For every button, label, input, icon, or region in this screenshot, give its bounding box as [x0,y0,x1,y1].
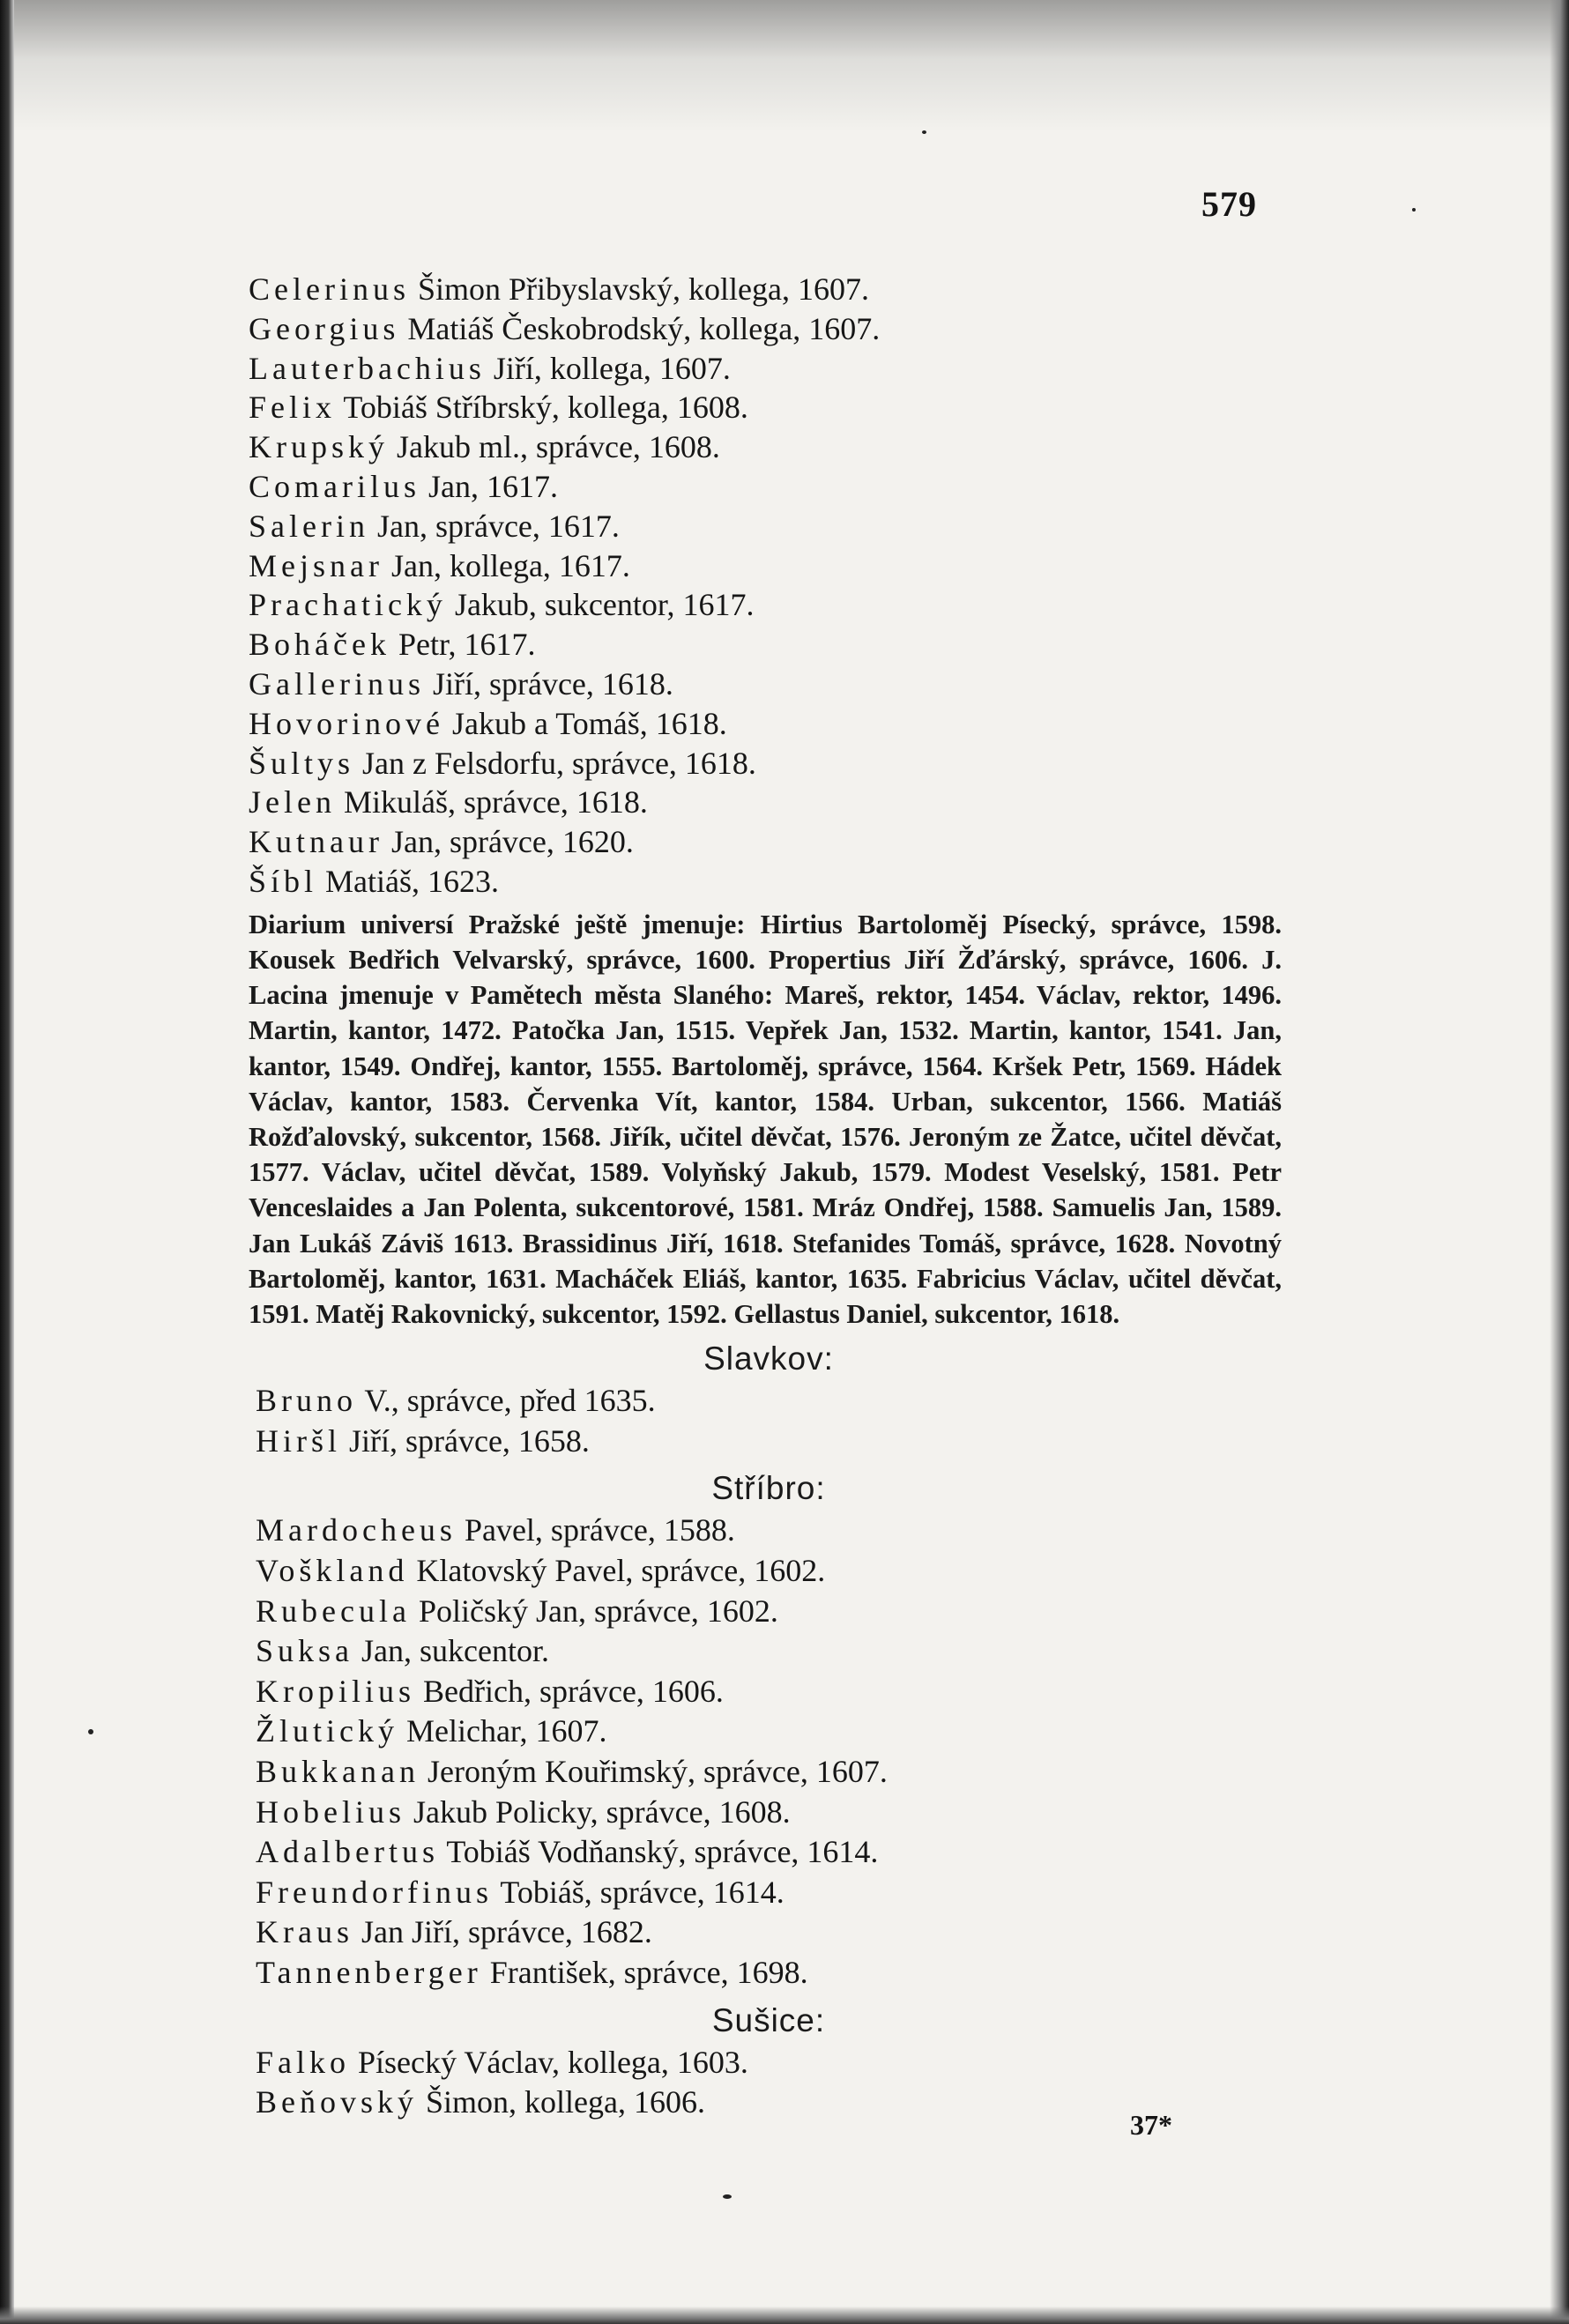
entry-details: Jan, sukcentor. [361,1633,549,1669]
entry-line [249,507,1289,546]
page-number: 579 [1201,184,1257,224]
entry-details: V., správce, před 1635. [364,1383,656,1419]
entry-details: Šimon Přibyslavský, kollega, 1607. [417,271,869,307]
entry-surname: Freundorfinus [256,1874,493,1910]
top-scan-shadow [14,0,1569,132]
entry-details: Jan, 1617. [428,468,558,504]
entry-line [249,744,1289,783]
entry-details: Jan, kollega, 1617. [390,547,630,583]
entry-line [249,467,1289,507]
entry-details: Klatovský Pavel, správce, 1602. [416,1552,826,1588]
scan-speck [1412,208,1416,212]
entry-line [256,1953,1289,1994]
entry-details: Jeroným Kouřimský, správce, 1607. [427,1753,888,1789]
entry-details: Jan Jiří, správce, 1682. [361,1914,652,1950]
entry-details: Šimon, kollega, 1606. [426,2084,705,2120]
entry-surname: Voškland [256,1552,409,1588]
entry-line [256,1422,1289,1462]
entry-surname: Jelen [249,784,336,820]
entry-line [249,427,1289,467]
entry-details: Matiáš, 1623. [325,863,500,899]
entry-surname: Suksa [256,1633,354,1669]
entry-line [256,1873,1289,1913]
entry-line [256,1592,1289,1632]
entry-surname: Comarilus [249,468,420,504]
entry-details: Jan, správce, 1617. [376,508,620,544]
entry-details: Jan z Felsdorfu, správce, 1618. [362,745,756,781]
entry-line [256,1672,1289,1712]
entry-details: Jiří, správce, 1618. [432,665,673,702]
entry-surname: Šíbl [249,863,318,899]
entry-line [249,388,1289,427]
section-entry-list [249,1511,1289,1993]
entry-line [256,2043,1289,2083]
entry-surname: Beňovský [256,2084,418,2120]
entry-surname: Felix [249,390,337,426]
entry-details: Jakub, sukcentor, 1617. [454,587,755,623]
entry-surname: Salerin [249,508,369,544]
entry-line [249,309,1289,349]
entry-surname: Kraus [256,1914,353,1950]
entry-line [249,704,1289,744]
entry-surname: Žlutický [256,1713,398,1749]
entry-line [256,1912,1289,1953]
entry-surname: Falko [256,2044,351,2080]
entry-surname: Prachatický [249,587,447,623]
section-heading: Stříbro: [711,1470,826,1507]
entry-surname: Kutnaur [249,824,383,860]
entry-line [249,862,1289,902]
entry-details: Melichar, 1607. [405,1713,607,1749]
entry-details: Jakub ml., správce, 1608. [397,429,720,465]
entry-details: Mikuláš, správce, 1618. [343,784,648,820]
entry-details: František, správce, 1698. [489,1954,808,1990]
bottom-page-edge [0,2306,1569,2324]
entry-surname: Gallerinus [249,665,425,702]
entry-line [249,783,1289,822]
entry-line [256,1631,1289,1672]
entry-surname: Hovorinové [249,705,444,741]
entry-details: Jan, správce, 1620. [390,824,634,860]
entry-surname: Mardocheus [256,1512,457,1548]
entry-line [256,1551,1289,1592]
entry-line [256,1381,1289,1422]
entry-surname: Bukkanan [256,1753,420,1789]
section-entry-list [249,1381,1289,1461]
main-entry-list [249,270,1289,902]
entry-surname: Lauterbachius [249,350,486,386]
entry-details: Matiáš Českobrodský, kollega, 1607. [407,310,881,346]
entry-details: Poličský Jan, správce, 1602. [418,1593,778,1629]
entry-line [249,270,1289,309]
entry-details: Jiří, správce, 1658. [349,1422,590,1459]
entry-line [249,665,1289,704]
entry-details: Tobiáš, správce, 1614. [500,1874,784,1910]
section-heading: Slavkov: [703,1340,834,1377]
scan-speck [922,130,926,134]
entry-line [256,1711,1289,1752]
town-sections [249,1337,1289,2123]
entry-line [256,1752,1289,1793]
entry-surname: Mejsnar [249,547,383,583]
entry-surname: Hobelius [256,1793,405,1830]
entry-surname: Rubecula [256,1593,411,1629]
entry-surname: Adalbertus [256,1834,439,1870]
notes-paragraph: Diarium universí Pražské ještě jmenuje: Hirtius Bartoloměj Písecký, správce, 1598. Kousek Bedřich Velvarský, správce, 1600. Propertius Jiří Žďárský, správce, 1606. J. Lacina jmenuje v Pamětech města Slaného: Mareš, rektor, 1454. Václav, rektor, 1496. Martin, kantor, 1472. Patočka Jan, 1515. Vepřek Jan, 1532. Martin, kantor, 1541. Jan, kantor, 1549. Ondřej, kantor, 1555. Bartoloměj, správce, 1564. Kršek Petr, 1569. Hádek Václav, kantor, 1583. Červenka Vít, kantor, 1584. Urban, sukcentor, 1566. Matiáš Rožďalovský, sukcentor, 1568. Jiřík, učitel děvčat, 1576. Jeroným ze Žatce, učitel děvčat, 1577. Václav, učitel děvčat, 1589. Volyňský Jakub, 1579. Modest Veselský, 1581. Petr Venceslaides a Jan Polenta, sukcentorové, 1581. Mráz Ondřej, 1588. Samuelis Jan, 1589. Jan Lukáš Záviš 1613. Brassidinus Jiří, 1618. Stefanides Tomáš, správce, 1628. Novotný Bartoloměj, kantor, 1631. Macháček Eliáš, kantor, 1635. Fabricius Václav, učitel děvčat, 1591. Matěj Rakovnický, sukcentor, 1592. Gellastus Daniel, sukcentor, 1618. [249,909,1282,1329]
entry-surname: Georgius [249,310,400,346]
entry-surname: Celerinus [249,271,410,307]
entry-details: Pavel, správce, 1588. [464,1512,735,1548]
entry-line [249,349,1289,389]
entry-line [256,1832,1289,1873]
right-page-edge [1550,0,1569,2324]
entry-details: Písecký Václav, kollega, 1603. [358,2044,748,2080]
entry-details: Jakub a Tomáš, 1618. [451,705,727,741]
entry-details: Bedřich, správce, 1606. [423,1673,724,1709]
page-body [249,270,1289,2123]
entry-details: Tobiáš Vodňanský, správce, 1614. [446,1834,879,1870]
entry-surname: Hiršl [256,1422,341,1459]
entry-surname: Tannenberger [256,1954,482,1990]
book-spine-shadow [0,0,14,2324]
entry-details: Tobiáš Stříbrský, kollega, 1608. [343,390,748,426]
entry-line [249,625,1289,665]
entry-line [256,1793,1289,1833]
entry-surname: Šultys [249,745,355,781]
entry-details: Jakub Policky, správce, 1608. [413,1793,791,1830]
scan-speck [723,2194,732,2199]
entry-line [256,1511,1289,1551]
entry-line [249,585,1289,625]
entry-details: Jiří, kollega, 1607. [493,350,731,386]
entry-details: Petr, 1617. [398,627,536,663]
entry-line [249,822,1289,862]
entry-surname: Krupský [249,429,389,465]
entry-surname: Boháček [249,627,390,663]
scan-speck [88,1729,93,1734]
signature-mark: 37* [1130,2109,1172,2141]
section-heading: Sušice: [711,2001,826,2038]
entry-surname: Kropilius [256,1673,416,1709]
entry-surname: Bruno [256,1383,357,1419]
entry-line [249,546,1289,586]
